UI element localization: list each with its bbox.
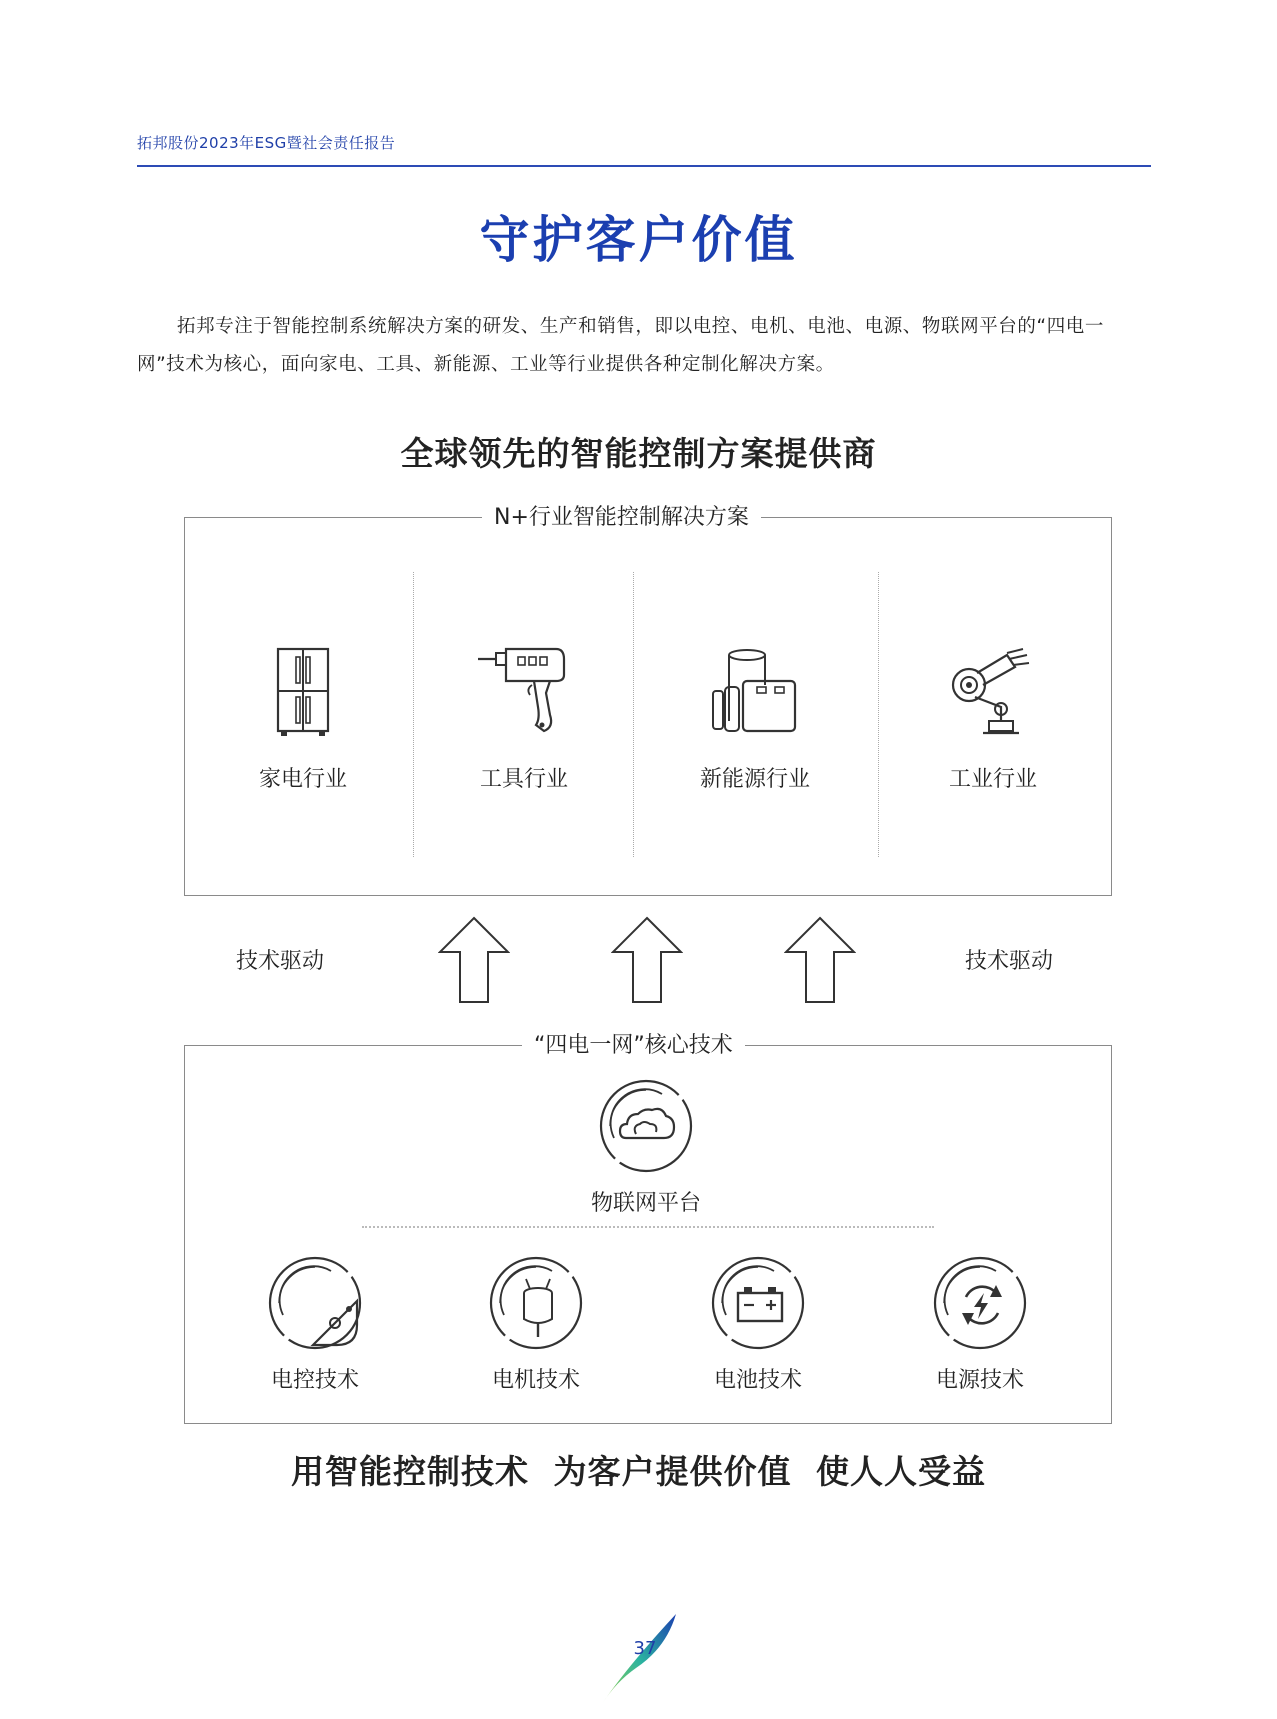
up-arrow-icon xyxy=(611,916,683,1004)
core-tech-box-label: “四电一网”核心技术 xyxy=(522,1028,745,1059)
diagram-title: 全球领先的智能控制方案提供商 xyxy=(400,434,877,473)
page-number: 37 xyxy=(633,1638,657,1659)
industry-item-industrial xyxy=(883,645,1103,793)
tech-item-battery xyxy=(658,1253,858,1394)
tech-drive-label-left: 技术驱动 xyxy=(236,949,325,974)
platform-label: 物联网平台 xyxy=(590,1191,701,1216)
header-rule xyxy=(137,165,1151,167)
industry-box-label: N+行业智能控制解决方案 xyxy=(482,500,761,531)
industry-item-tools xyxy=(414,645,634,793)
refrigerator-icon xyxy=(268,645,338,740)
tech-label: 电源技术 xyxy=(935,1368,1024,1393)
tech-drive-label-right: 技术驱动 xyxy=(965,949,1054,974)
power-drill-icon xyxy=(474,645,574,740)
cloud-icon xyxy=(596,1076,696,1176)
column-divider xyxy=(878,572,879,857)
tech-label: 电池技术 xyxy=(713,1368,802,1393)
industry-label: 家电行业 xyxy=(258,767,347,792)
tech-label: 电机技术 xyxy=(491,1368,580,1393)
robot-arm-icon xyxy=(943,645,1043,740)
tech-item-control xyxy=(215,1253,415,1394)
intro-text: 拓邦专注于智能控制系统解决方案的研发、生产和销售，即以电控、电机、电池、电源、物联网平台的“四电一网”技术为核心，面向家电、工具、新能源、工业等行业提供各种定制化解决方案。 xyxy=(137,316,1104,375)
slogan: 用智能控制技术 为客户提供价值 使人人受益 xyxy=(291,1452,986,1491)
industry-label: 新能源行业 xyxy=(699,767,810,792)
tech-item-motor xyxy=(436,1253,636,1394)
platform-item xyxy=(546,1076,746,1217)
industry-label: 工业行业 xyxy=(948,767,1037,792)
page-title: 守护客户价值 xyxy=(479,211,798,269)
battery-cells-icon xyxy=(705,645,805,740)
up-arrow-icon xyxy=(784,916,856,1004)
power-cycle-icon xyxy=(930,1253,1030,1353)
intro-paragraph xyxy=(137,308,1151,384)
tech-item-power xyxy=(880,1253,1080,1394)
controller-icon xyxy=(265,1253,365,1353)
report-header-title: 拓邦股份2023年ESG暨社会责任报告 xyxy=(137,134,396,152)
platform-divider xyxy=(362,1226,934,1228)
up-arrow-icon xyxy=(438,916,510,1004)
motor-icon xyxy=(486,1253,586,1353)
industry-item-appliance xyxy=(193,645,413,793)
industry-label: 工具行业 xyxy=(479,767,568,792)
tech-label: 电控技术 xyxy=(270,1368,359,1393)
industry-item-new-energy xyxy=(645,645,865,793)
battery-icon xyxy=(708,1253,808,1353)
